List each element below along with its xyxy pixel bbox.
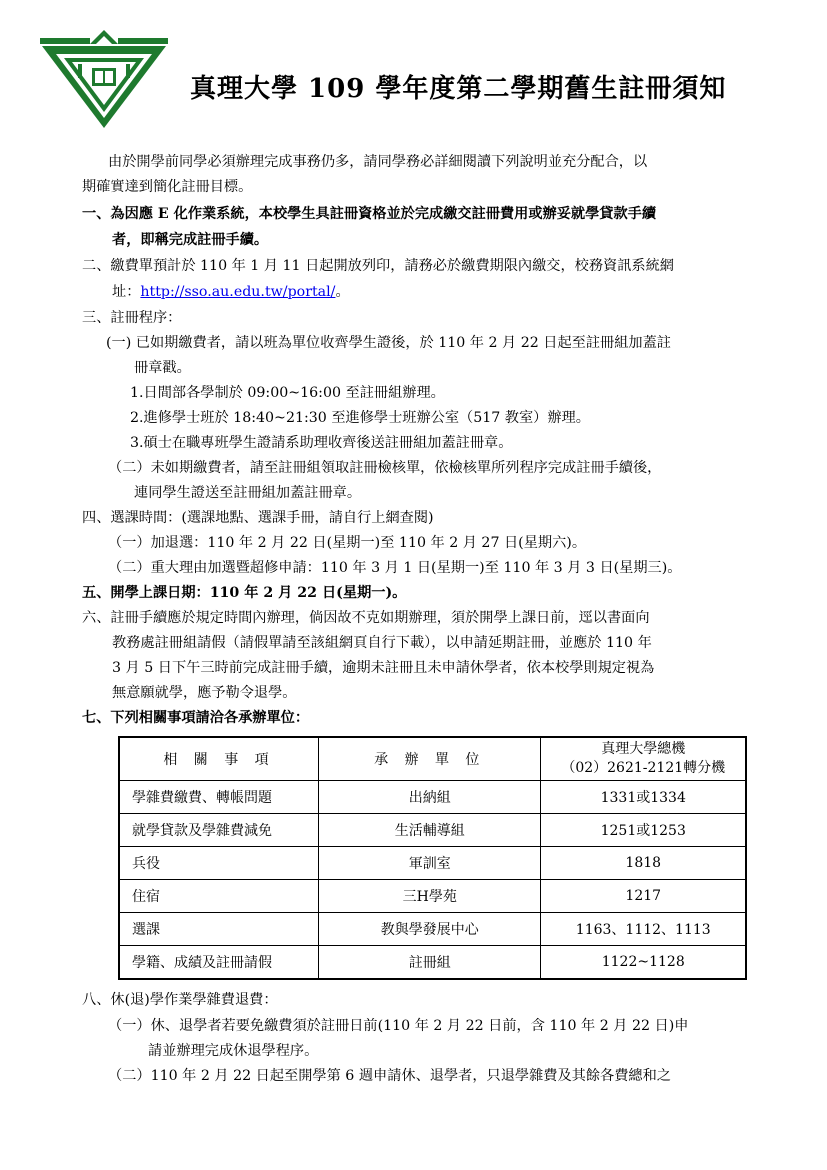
section-6-line-2: 教務處註冊組請假（請假單請至該組網頁自行下載），以申請延期註冊，並應於 110 年	[112, 635, 652, 651]
table-cell-item: 學雜費繳費、轉帳問題	[119, 781, 319, 814]
section-8-1-line-2: 請並辦理完成休退學程序。	[148, 1043, 319, 1059]
section-1-line-2: 者，即稱完成註冊手續。	[112, 232, 269, 248]
table-cell-item: 兵役	[119, 847, 319, 880]
section-3-1-line-1: (一) 已如期繳費者，請以班為單位收齊學生證後，於 110 年 2 月 22 日起至註冊組加蓋註	[106, 335, 671, 351]
table-cell-item: 住宿	[119, 880, 319, 913]
section-3-1-item-1: 1.日間部各學制於 09:00~16:00 至註冊組辦理。	[130, 385, 445, 401]
table-cell-item: 選課	[119, 913, 319, 946]
page-title: 真理大學 109 學年度第二學期舊生註冊須知	[190, 74, 727, 104]
table-row	[119, 913, 746, 946]
section-1-line-1: 一、為因應 E 化作業系統，本校學生具註冊資格並於完成繳交註冊費用或辦妥就學貸款手續	[82, 206, 657, 222]
intro-line-1: 由於開學前同學必須辦理完成事務仍多，請同學務必詳細閱讀下列說明並充分配合，以	[108, 154, 648, 170]
table-cell-item: 就學貸款及學雜費減免	[119, 814, 319, 847]
section-4-heading: 四、選課時間：(選課地點、選課手冊，請自行上網查閱)	[82, 510, 434, 526]
intro-line-2: 期確實達到簡化註冊目標。	[82, 179, 253, 195]
table-header-item: 相 關 事 項	[119, 737, 319, 781]
table-cell-extension: 1331或1334	[541, 781, 746, 814]
table-cell-extension: 1217	[541, 880, 746, 913]
table-cell-extension: 1163、1112、1113	[541, 913, 746, 946]
section-2-line-2	[112, 282, 350, 302]
table-row	[119, 814, 746, 847]
section-3-2-line-1: （二）未如期繳費者，請至註冊組領取註冊檢核單，依檢核單所列程序完成註冊手續後，	[108, 460, 662, 476]
contact-table	[118, 736, 747, 980]
table-cell-unit: 註冊組	[319, 946, 541, 980]
table-cell-extension: 1818	[541, 847, 746, 880]
portal-link[interactable]: http://sso.au.edu.tw/portal/	[140, 284, 336, 300]
section-5: 五、開學上課日期：110 年 2 月 22 日(星期一)。	[82, 585, 407, 601]
section-2-line-1: 二、繳費單預計於 110 年 1 月 11 日起開放列印，請務必於繳費期限內繳交，校務資訊系統網	[82, 258, 674, 274]
section-3-1-item-3: 3.碩士在職專班學生證請系助理收齊後送註冊組加蓋註冊章。	[130, 435, 513, 451]
table-cell-item: 學籍、成績及註冊請假	[119, 946, 319, 980]
table-cell-unit: 生活輔導組	[319, 814, 541, 847]
portal-label: 址：	[112, 284, 141, 300]
section-3-1-line-2: 冊章戳。	[134, 360, 191, 376]
table-row	[119, 946, 746, 980]
table-row	[119, 880, 746, 913]
table-cell-extension: 1122~1128	[541, 946, 746, 980]
section-3-heading: 三、註冊程序：	[82, 310, 182, 326]
table-row	[119, 781, 746, 814]
table-row	[119, 847, 746, 880]
section-3-1-item-2: 2.進修學士班於 18:40~21:30 至進修學士班辦公室（517 教室）辦理。	[130, 410, 590, 426]
section-4-1: （一）加退選：110 年 2 月 22 日(星期一)至 110 年 2 月 27 日(星期六)。	[108, 535, 587, 551]
table-header-row	[119, 737, 746, 781]
section-6-line-4: 無意願就學，應予勒令退學。	[112, 685, 297, 701]
section-8-2-line-1: （二）110 年 2 月 22 日起至開學第 6 週申請休、退學者，只退學雜費及其餘各費總和之	[108, 1068, 671, 1084]
portal-suffix: 。	[335, 284, 350, 300]
section-8-1-line-1: （一）休、退學者若要免繳費須於註冊日前(110 年 2 月 22 日前，含 110 年 2 月 22 日)申	[108, 1018, 689, 1034]
section-6-line-1: 六、註冊手續應於規定時間內辦理，倘因故不克如期辦理，須於開學上課日前，逕以書面向	[82, 610, 650, 626]
section-8-heading: 八、休(退)學作業學雜費退費：	[82, 992, 278, 1008]
switchboard-label: 真理大學總機	[601, 741, 686, 757]
table-cell-unit: 教與學發展中心	[319, 913, 541, 946]
table-cell-extension: 1251或1253	[541, 814, 746, 847]
section-6-line-3: 3 月 5 日下午三時前完成註冊手續，逾期未註冊且未申請休學者，依本校學則規定視為	[112, 660, 655, 676]
switchboard-number: （02）2621-2121轉分機	[561, 760, 726, 776]
table-cell-unit: 軍訓室	[319, 847, 541, 880]
university-logo	[38, 24, 170, 130]
section-4-2: （二）重大理由加選暨超修申請：110 年 3 月 1 日(星期一)至 110 年 3 月 3 日(星期三)。	[108, 560, 682, 576]
table-cell-unit: 出納組	[319, 781, 541, 814]
table-cell-unit: 三H學苑	[319, 880, 541, 913]
section-3-2-line-2: 連同學生證送至註冊組加蓋註冊章。	[134, 485, 362, 501]
table-header-unit: 承 辦 單 位	[319, 737, 541, 781]
section-7-heading: 七、下列相關事項請洽各承辦單位：	[82, 710, 310, 726]
table-header-extension	[541, 737, 746, 781]
